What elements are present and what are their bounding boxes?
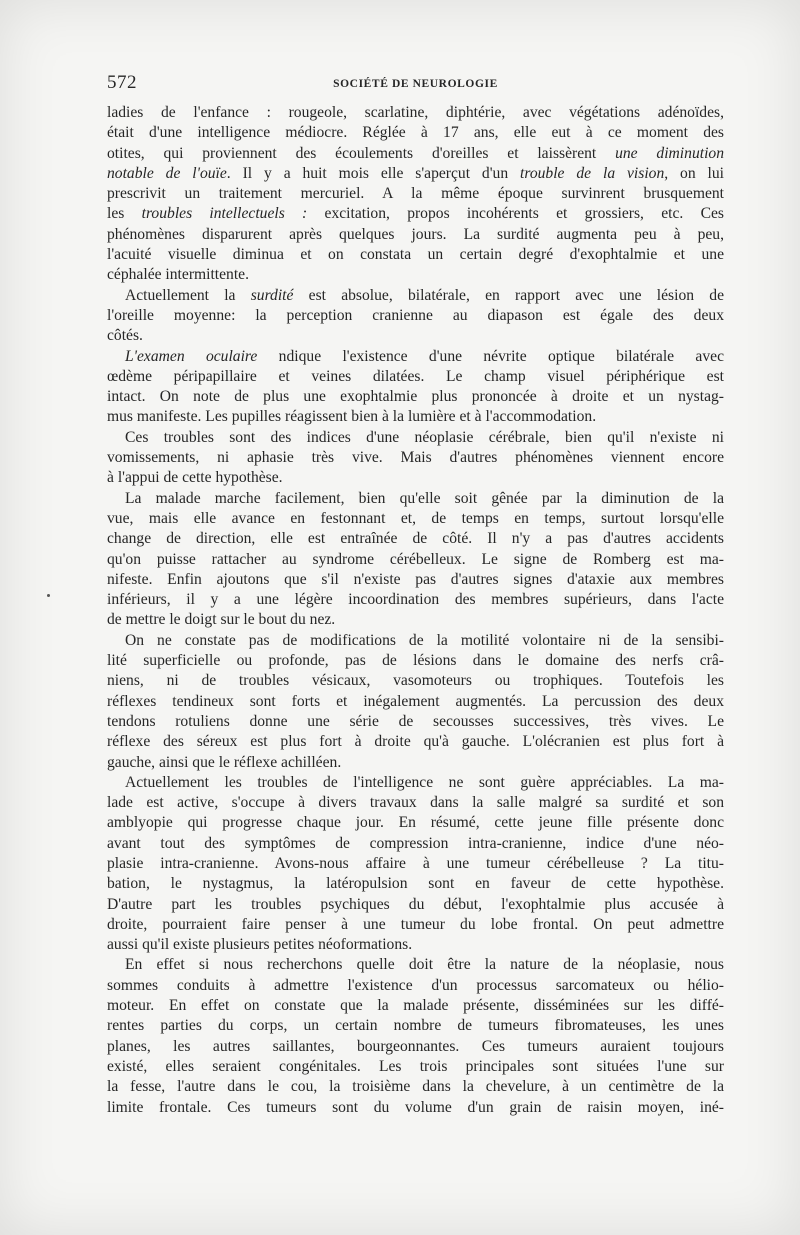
text-line: planes, les autres saillantes, bourgeonnantes. Ces tumeurs auraient toujours	[107, 1037, 724, 1055]
page-header	[107, 72, 724, 94]
text-line: de mettre le doigt sur le bout du nez.	[107, 611, 336, 629]
text-line: sommes conduits à admettre l'existence d'un processus sarcomateux ou hélio-	[107, 976, 724, 994]
text-line: l'oreille moyenne: la perception cranienne au diapason est égale des deux	[107, 306, 724, 324]
text-line: En effet si nous recherchons quelle doit être la nature de la néoplasie, nous	[125, 956, 724, 974]
text-line: plasie intra-cranienne. Avons-nous affaire à une tumeur cérébelleuse ? La titu-	[107, 854, 724, 872]
text-line: céphalée intermittente.	[107, 266, 250, 284]
text-line: L'examen oculaire ndique l'existence d'une névrite optique bilatérale avec	[125, 347, 724, 365]
text-line: notable de l'ouïe. Il y a huit mois elle s'aperçut d'un trouble de la vision, on lui	[107, 164, 724, 182]
text-line: aussi qu'il existe plusieurs petites néoformations.	[107, 936, 413, 954]
text-line: rentes parties du corps, un certain nombre de tumeurs fibromateuses, les unes	[107, 1017, 724, 1035]
text-line: nifeste. Enfin ajoutons que s'il n'existe pas d'autres signes d'ataxie aux membres	[107, 570, 724, 588]
text-line: la fesse, l'autre dans le cou, la troisième dans la chevelure, à un centimètre de la	[107, 1078, 724, 1096]
text-line: réflexes tendineux sont forts et inégalement augmentés. La percussion des deux	[107, 692, 724, 710]
text-line: moteur. En effet on constate que la malade présente, disséminées sur les diffé-	[107, 997, 724, 1015]
text-line: avant tout des symptômes de compression intra-cranienne, indice d'une néo-	[107, 834, 724, 852]
text-line: existé, elles seraient congénitales. Les trois principales sont situées l'une sur	[107, 1057, 724, 1075]
text-line: qu'on puisse rattacher au syndrome cérébelleux. Le signe de Romberg est ma-	[107, 550, 724, 568]
text-line: otites, qui proviennent des écoulements d'oreilles et laissèrent une diminution	[107, 144, 724, 162]
text-line: On ne constate pas de modifications de la motilité volontaire ni de la sensibi-	[125, 631, 724, 649]
text-line: amblyopie qui progresse chaque jour. En résumé, cette jeune fille présente donc	[107, 814, 724, 832]
text-line: les troubles intellectuels : excitation, propos incohérents et grossiers, etc. Ces	[107, 205, 724, 223]
text-line: mus manifeste. Les pupilles réagissent bien à la lumière et à l'accommodation.	[107, 408, 597, 426]
text-line: ladies de l'enfance : rougeole, scarlatine, diphtérie, avec végétations adénoïdes,	[107, 104, 724, 121]
text-line: change de direction, elle est entraînée de côté. Il n'y a pas d'autres accidents	[107, 530, 724, 548]
text-line: droite, pourraient faire penser à une tumeur du lobe frontal. On peut admettre	[107, 915, 724, 933]
text-line: D'autre part les troubles psychiques du début, l'exophtalmie plus accusée à	[107, 895, 724, 913]
text-line: limite frontale. Ces tumeurs sont du volume d'un grain de raisin moyen, iné-	[107, 1098, 724, 1116]
body-text	[107, 103, 724, 1118]
running-head: SOCIÉTÉ DE NEUROLOGIE	[333, 78, 498, 90]
margin-speck	[47, 594, 50, 597]
text-line: l'acuité visuelle diminua et on constata un certain degré d'exophtalmie et une	[107, 246, 724, 264]
text-line: réflexe des séreux est plus fort à droite qu'à gauche. L'olécranien est plus fort à	[107, 733, 724, 751]
page-number: 572	[107, 72, 137, 93]
text-line: Ces troubles sont des indices d'une néoplasie cérébrale, bien qu'il n'existe ni	[125, 428, 724, 446]
text-line: tendons rotuliens donne une série de secousses successives, très vives. Le	[107, 712, 724, 730]
text-line: côtés.	[107, 327, 143, 345]
text-line: Actuellement la surdité est absolue, bilatérale, en rapport avec une lésion de	[125, 286, 724, 304]
text-line: inférieurs, il y a une légère incoordination des membres supérieurs, dans l'acte	[107, 591, 724, 609]
text-line: vue, mais elle avance en festonnant et, de temps en temps, surtout lorsqu'elle	[107, 509, 724, 527]
text-line: prescrivit un traitement mercuriel. A la même époque survinrent brusquement	[107, 185, 724, 203]
text-line: gauche, ainsi que le réflexe achilléen.	[107, 753, 342, 771]
text-line: bation, le nystagmus, la latéropulsion sont en faveur de cette hypothèse.	[107, 875, 724, 893]
text-line: était d'une intelligence médiocre. Réglée à 17 ans, elle eut à ce moment des	[107, 124, 724, 142]
text-line: La malade marche facilement, bien qu'elle soit gênée par la diminution de la	[125, 489, 724, 507]
text-line: intact. On note de plus une exophtalmie plus prononcée à droite et un nystag-	[107, 388, 724, 406]
text-line: phénomènes disparurent après quelques jours. La surdité augmenta peu à peu,	[107, 225, 724, 243]
text-line: vomissements, ni aphasie très vive. Mais d'autres phénomènes viennent encore	[107, 449, 724, 467]
text-line: lade est active, s'occupe à divers travaux dans la salle malgré sa surdité et son	[107, 794, 724, 812]
text-line: niens, ni de troubles vésicaux, vasomoteurs ou trophiques. Toutefois les	[107, 672, 724, 690]
text-line: œdème péripapillaire et veines dilatées. Le champ visuel périphérique est	[107, 367, 724, 385]
text-line: lité superficielle ou profonde, pas de lésions dans le domaine des nerfs crâ-	[107, 652, 724, 670]
text-line: à l'appui de cette hypothèse.	[107, 469, 283, 487]
text-line: Actuellement les troubles de l'intelligence ne sont guère appréciables. La ma-	[125, 773, 724, 791]
